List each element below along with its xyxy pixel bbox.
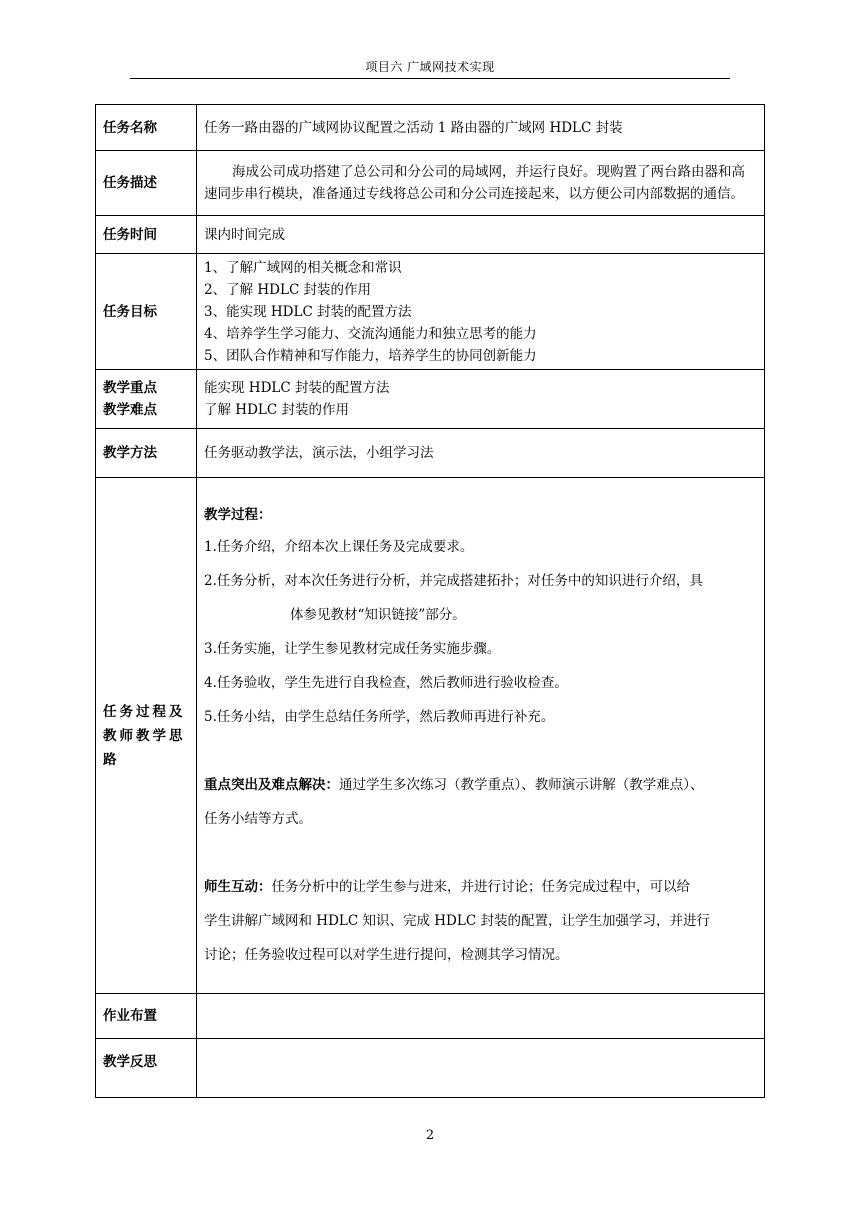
focus-label: 重点突出及难点解决：	[204, 776, 339, 793]
process-step: 5.任务小结，由学生总结任务所学，然后教师再进行补充。	[204, 708, 555, 725]
reflection-label: 教学反思	[96, 1039, 197, 1098]
page-header-title: 项目六 广域网技术实现	[365, 60, 495, 74]
row-task-description	[96, 151, 765, 216]
key-point-value: 能实现 HDLC 封装的配置方法	[204, 380, 390, 396]
focus-text: 通过学生多次练习（教学重点）、教师演示讲解（教学难点）、	[339, 776, 704, 793]
focus-paragraph	[204, 768, 757, 802]
task-description-value: 海成公司成功搭建了总公司和分公司的局域网，并运行良好。现购置了两台路由器和高速同步串行模块，准备通过专线将总公司和分公司连接起来，以方便公司内部数据的通信。	[197, 151, 765, 216]
task-description-label: 任务描述	[96, 151, 197, 216]
process-step: 1.任务介绍，介绍本次上课任务及完成要求。	[204, 538, 474, 555]
key-difficult-label	[96, 370, 197, 429]
task-name-label: 任务名称	[96, 105, 197, 151]
interaction-text: 任务分析中的让学生参与进来，并进行讨论；任务完成过程中，可以给	[271, 878, 690, 895]
task-time-value: 课内时间完成	[197, 216, 765, 254]
spacer	[204, 836, 757, 870]
row-task-goals	[96, 254, 765, 370]
process-label: 任务过程及教师教学思路	[96, 478, 197, 994]
key-difficult-value	[197, 370, 765, 429]
goal-item: 4、培养学生学习能力、交流沟通能力和独立思考的能力	[204, 325, 537, 342]
spacer	[204, 734, 757, 768]
goal-item: 2、了解 HDLC 封装的作用	[204, 281, 372, 298]
row-key-difficult	[96, 370, 765, 429]
interaction-text-line: 学生讲解广域网和 HDLC 知识、完成 HDLC 封装的配置，让学生加强学习，并进行	[204, 912, 710, 929]
process-step: 4.任务验收，学生先进行自我检查，然后教师进行验收检查。	[204, 674, 568, 691]
interaction-paragraph	[204, 870, 757, 904]
process-heading: 教学过程：	[204, 506, 272, 523]
task-name-value: 任务一路由器的广域网协议配置之活动 1 路由器的广域网 HDLC 封装	[197, 105, 765, 151]
goal-item: 5、团队合作精神和写作能力，培养学生的协同创新能力	[204, 347, 537, 364]
process-step: 2.任务分析，对本次任务进行分析，并完成搭建拓扑；对任务中的知识进行介绍，具	[204, 572, 703, 589]
process-content	[197, 478, 765, 994]
goal-item: 1、了解广域网的相关概念和常识	[204, 259, 402, 276]
row-task-time	[96, 216, 765, 254]
reflection-value	[197, 1039, 765, 1098]
lesson-plan-table	[95, 104, 765, 1098]
task-goals-label: 任务目标	[96, 254, 197, 370]
interaction-label: 师生互动：	[204, 878, 272, 895]
row-homework	[96, 994, 765, 1039]
process-step: 3.任务实施，让学生参见教材完成任务实施步骤。	[204, 640, 501, 657]
task-time-label: 任务时间	[96, 216, 197, 254]
page-number: 2	[425, 1128, 435, 1143]
difficult-point-label: 教学难点	[103, 402, 157, 418]
focus-text-line: 任务小结等方式。	[204, 810, 312, 827]
process-step-continuation: 体参见教材“知识链接”部分。	[290, 606, 466, 623]
row-reflection	[96, 1039, 765, 1098]
row-task-name	[96, 105, 765, 151]
row-teaching-method	[96, 429, 765, 478]
interaction-text-line: 讨论；任务验收过程可以对学生进行提问，检测其学习情况。	[204, 946, 569, 963]
task-goals-list	[197, 254, 765, 370]
teaching-method-value: 任务驱动教学法，演示法，小组学习法	[197, 429, 765, 478]
homework-value	[197, 994, 765, 1039]
key-point-label: 教学重点	[103, 380, 157, 396]
difficult-point-value: 了解 HDLC 封装的作用	[204, 402, 349, 418]
goal-item: 3、能实现 HDLC 封装的配置方法	[204, 303, 412, 320]
header-rule	[130, 78, 730, 79]
row-process	[96, 478, 765, 994]
teaching-method-label: 教学方法	[96, 429, 197, 478]
homework-label: 作业布置	[96, 994, 197, 1039]
